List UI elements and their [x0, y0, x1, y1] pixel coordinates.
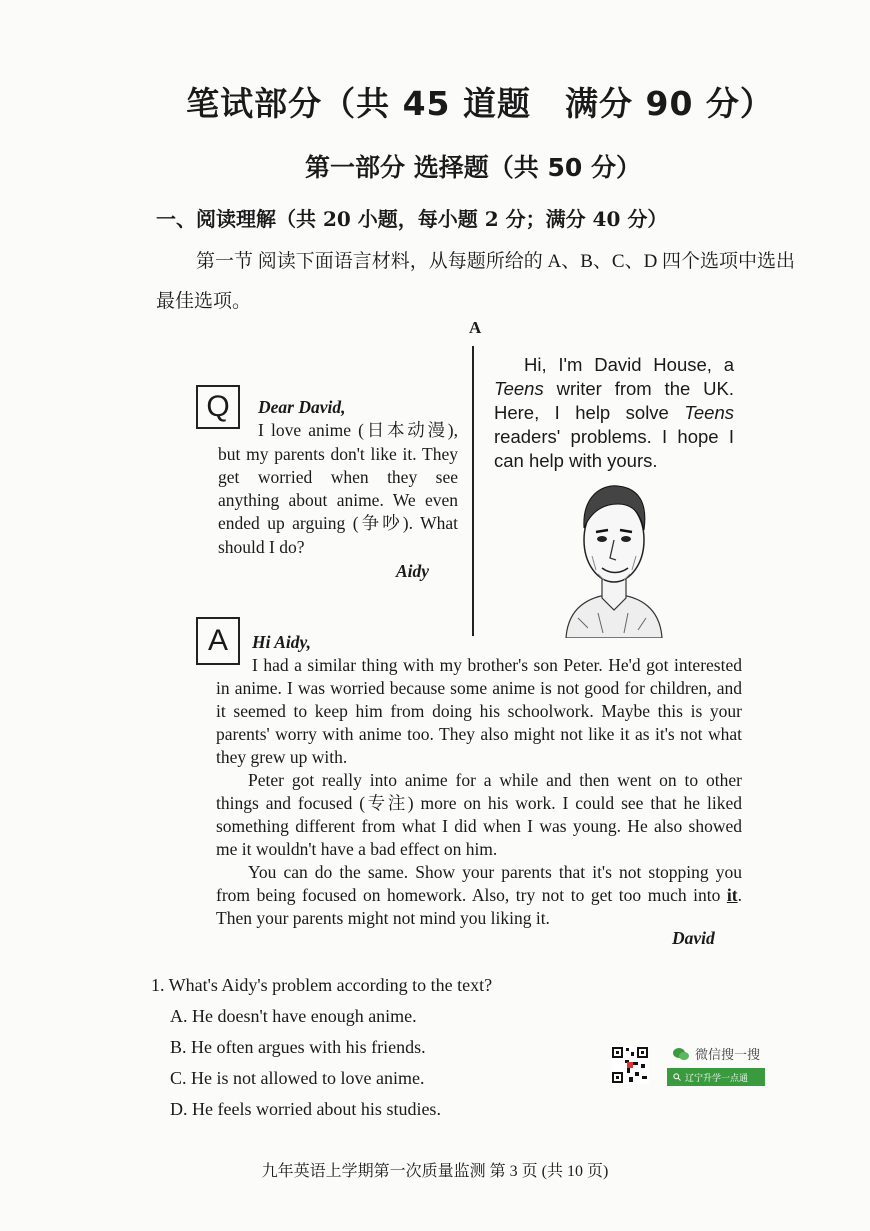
option-c[interactable]: C. He is not allowed to love anime. — [170, 1068, 425, 1088]
search-icon — [673, 1073, 681, 1081]
wechat-search-label: 微信搜一搜 — [695, 1048, 761, 1063]
option-b[interactable]: B. He often argues with his friends. — [170, 1037, 426, 1057]
wechat-icon — [673, 1047, 689, 1061]
column-divider — [472, 346, 474, 636]
question-greeting: Dear David, — [258, 397, 346, 417]
question-stem: 1. What's Aidy's problem according to the text? — [151, 975, 493, 995]
author-intro: Hi, I'm David House, a Teens writer from the UK. Here, I help solve Teens readers' problems. I hope I can help with yours. — [494, 354, 734, 471]
answer-paragraph-1: I had a similar thing with my brother's son Peter. He'd got interested in anime. I was worried because some anime is not good for children, and it seemed to keep him from doing his schoolwork. Maybe this is your parents' worry with anime too. They also might not like it as it's not what they grew up with. — [216, 655, 742, 767]
option-a[interactable]: A. He doesn't have enough anime. — [170, 1006, 417, 1026]
answer-letter — [216, 631, 742, 930]
page-footer: 九年英语上学期第一次质量监测 第 3 页 (共 10 页) — [261, 1163, 609, 1180]
answer-signature: David — [672, 928, 715, 948]
answer-greeting: Hi Aidy, — [252, 632, 311, 652]
section-instruction: 第一节 阅读下面语言材料，从每题所给的 A、B、C、D 四个选项中选出最佳选项。 — [156, 251, 796, 312]
account-search-button[interactable] — [667, 1068, 765, 1086]
question-letter — [218, 396, 458, 559]
question-signature: Aidy — [396, 561, 430, 581]
question-box: Q — [196, 385, 240, 429]
qr-code-icon[interactable] — [611, 1046, 649, 1084]
page-title: 笔试部分（共 45 道题 满分 90 分） — [186, 84, 774, 123]
option-d[interactable]: D. He feels worried about his studies. — [170, 1099, 441, 1119]
answer-paragraph-2: Peter got really into anime for a while and then went on to other things and focused (专注) more on his work. I could see that he liked something different from what I did when I was young. He also showed me it wouldn't have a bad effect on him. — [216, 770, 742, 859]
passage-label: A — [469, 318, 482, 337]
author-portrait — [558, 478, 670, 638]
answer-box: A — [196, 617, 240, 665]
underlined-it: it — [726, 885, 738, 905]
account-search-label: 辽宁升学一点通 — [685, 1073, 749, 1084]
answer-paragraph-3: You can do the same. Show your parents that it's not stopping you from being focused on homework. Also, try not to get too much into it. Then your parents might not mind you liking it. — [216, 862, 742, 928]
wechat-search[interactable] — [673, 1044, 760, 1063]
part-subtitle: 第一部分 选择题（共 50 分） — [305, 153, 641, 182]
question-body: I love anime (日本动漫), but my parents don't like it. They get worried when they see anything about anime. We even ended up arguing (争吵). What should I do? — [218, 420, 458, 557]
section-heading: 一、阅读理解（共 20 小题，每小题 2 分；满分 40 分） — [156, 207, 668, 231]
